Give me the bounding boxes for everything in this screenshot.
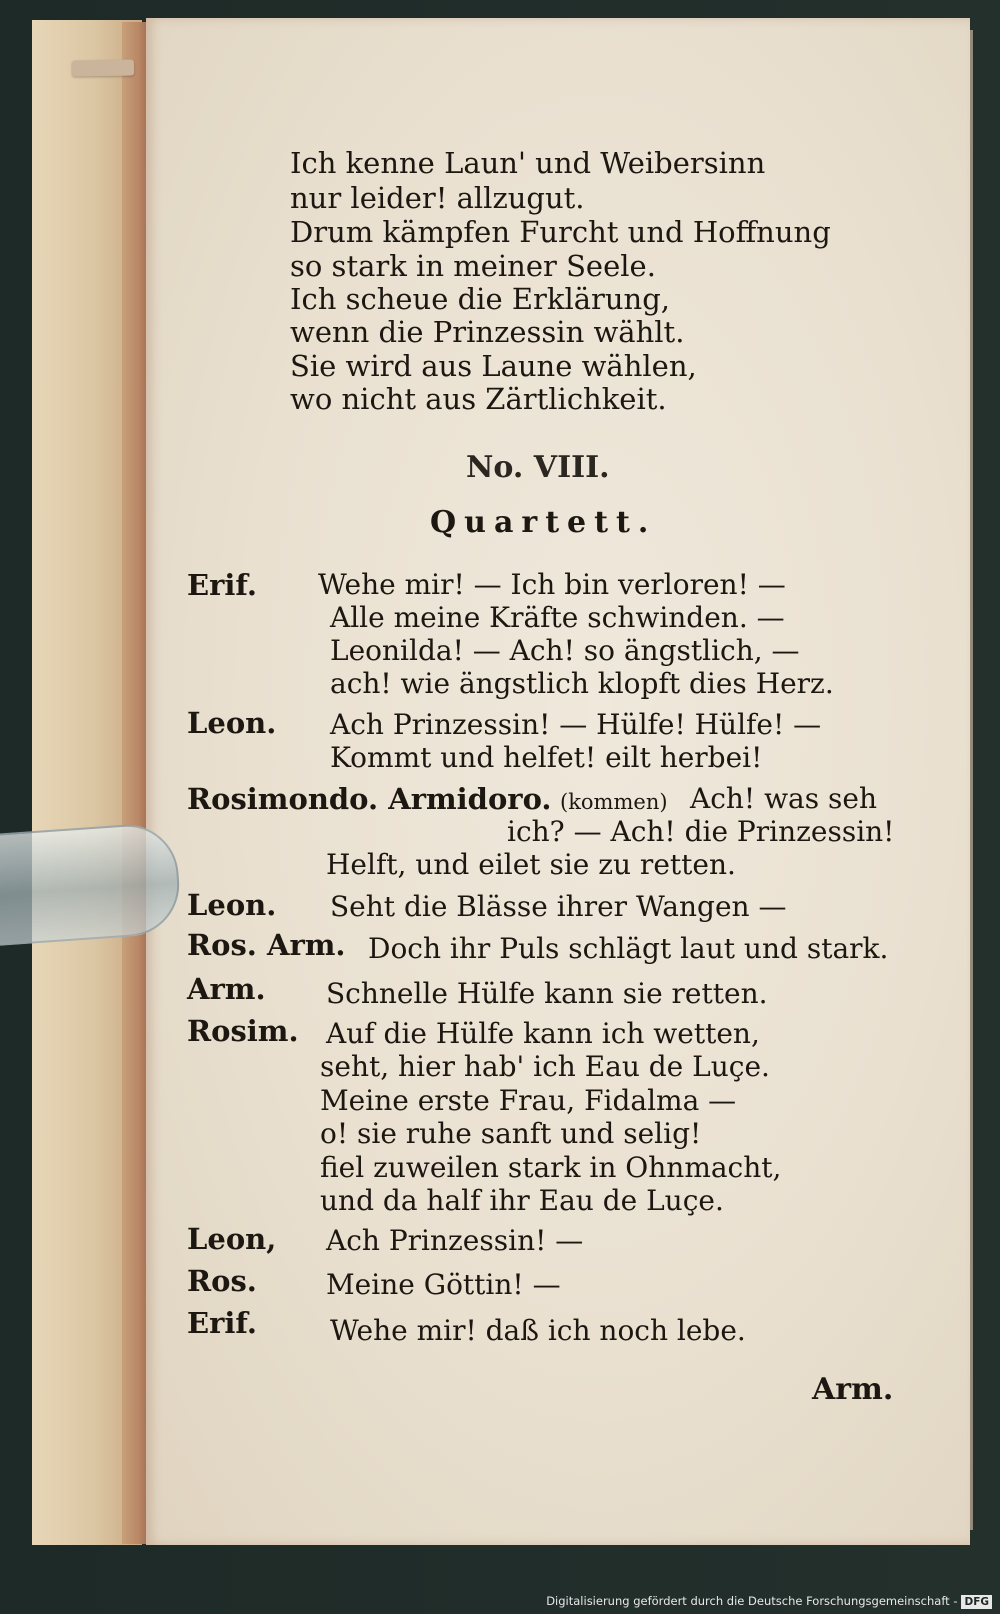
dialogue-line: Helft, und eilet sie zu retten. xyxy=(326,848,736,881)
dialogue-line: Schnelle Hülfe kann sie retten. xyxy=(326,977,768,1010)
verse-line: so stark in meiner Seele. xyxy=(290,249,656,283)
speaker-label: Ros. xyxy=(187,1264,257,1298)
page-tab xyxy=(72,59,134,76)
verse-line: wenn die Prinzessin wählt. xyxy=(290,315,685,349)
verse-line: nur leider! allzugut. xyxy=(290,181,585,215)
section-title: Quartett. xyxy=(430,505,657,540)
verse-line: Ich kenne Laun' und Weibersinn xyxy=(290,146,766,180)
dialogue-line: Wehe mir! daß ich noch lebe. xyxy=(330,1314,746,1347)
digitization-credit xyxy=(546,1590,992,1612)
dialogue-line: ich? — Ach! die Prinzessin! xyxy=(507,815,895,848)
dialogue-line: Leonilda! — Ach! so ängstlich, — xyxy=(330,634,800,667)
dialogue-line: Meine erste Frau, Fidalma — xyxy=(320,1084,737,1117)
dialogue-line: seht, hier hab' ich Eau de Luçe. xyxy=(320,1050,770,1083)
dialogue-line: Wehe mir! — Ich bin verloren! — xyxy=(318,568,786,601)
page-clip xyxy=(0,821,183,947)
dialogue-line: Ach Prinzessin! — xyxy=(326,1224,584,1257)
section-number: No. VIII. xyxy=(466,450,610,485)
speaker-label: Rosimondo. Armidoro. xyxy=(187,782,552,816)
dialogue-line: Seht die Blässe ihrer Wangen — xyxy=(330,890,787,923)
verse-line: Sie wird aus Laune wählen, xyxy=(290,349,697,383)
speaker-label: Ros. Arm. xyxy=(187,928,346,962)
stage-direction: (kommen) xyxy=(560,790,668,814)
dialogue-line: Doch ihr Puls schlägt laut und stark. xyxy=(368,932,889,965)
speaker-label: Rosim. xyxy=(187,1014,299,1048)
credit-text: Digitalisierung gefördert durch die Deutsche Forschungsgemeinschaft - xyxy=(546,1594,958,1608)
verse-line: Ich scheue die Erklärung, xyxy=(290,282,671,316)
dialogue-line: Ach Prinzessin! — Hülfe! Hülfe! — xyxy=(330,708,822,741)
speaker-label: Leon. xyxy=(187,888,277,922)
dialogue-line: o! sie ruhe sanft und selig! xyxy=(320,1117,702,1150)
speaker-label: Leon. xyxy=(187,706,277,740)
speaker-label: Arm. xyxy=(187,972,266,1006)
speaker-label: Erif. xyxy=(187,1306,257,1340)
page-stack-edge xyxy=(122,22,146,1544)
verse-line: Drum kämpfen Furcht und Hoffnung xyxy=(290,215,831,249)
speaker-label: Leon, xyxy=(187,1222,277,1256)
dialogue-line: Meine Göttin! — xyxy=(326,1268,561,1301)
dialogue-line: Ach! was seh xyxy=(690,782,877,815)
dfg-logo: DFG xyxy=(961,1595,992,1609)
catchword: Arm. xyxy=(812,1372,894,1407)
verse-line: wo nicht aus Zärtlichkeit. xyxy=(290,382,667,416)
speaker-label: Erif. xyxy=(187,568,257,602)
dialogue-line: fiel zuweilen stark in Ohnmacht, xyxy=(320,1151,782,1184)
dialogue-line: Alle meine Kräfte schwinden. — xyxy=(330,601,785,634)
dialogue-line: Auf die Hülfe kann ich wetten, xyxy=(326,1017,760,1050)
dialogue-line: ach! wie ängstlich klopft dies Herz. xyxy=(330,667,834,700)
dialogue-line: Kommt und helfet! eilt herbei! xyxy=(330,741,763,774)
dialogue-line: und da half ihr Eau de Luçe. xyxy=(320,1184,724,1217)
